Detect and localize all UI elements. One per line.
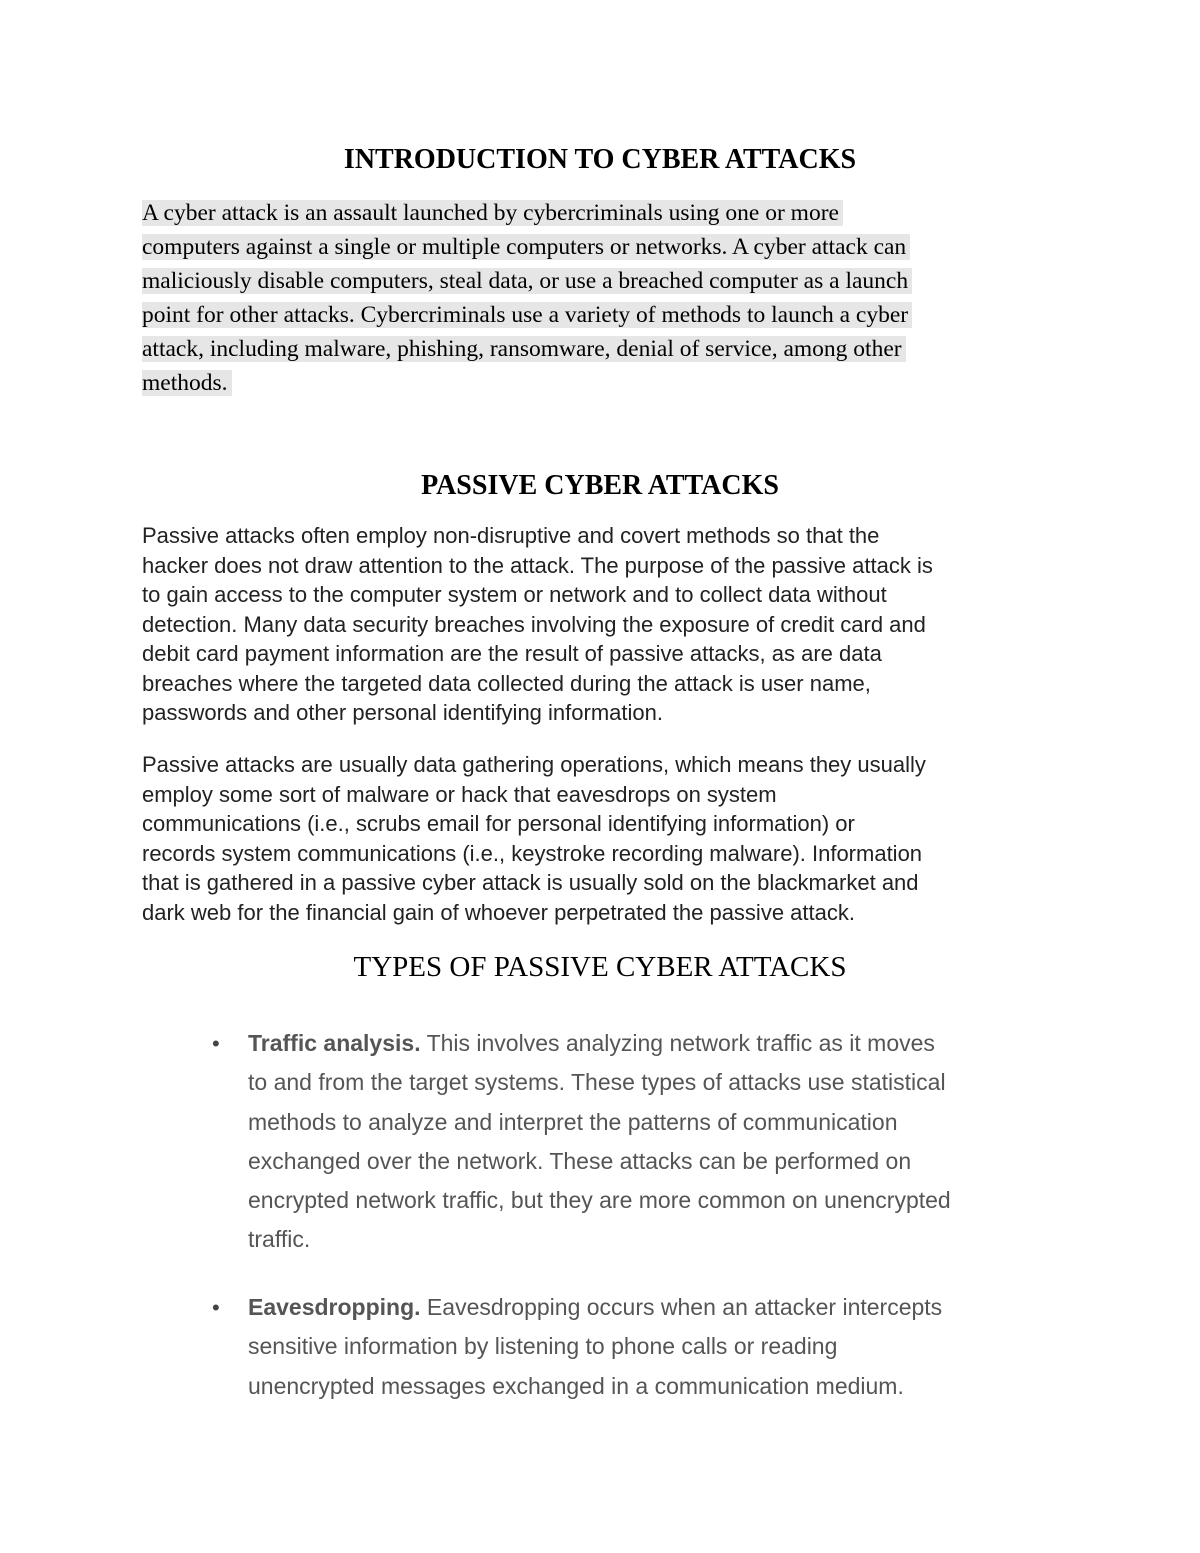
paragraph-line: breaches where the targeted data collected during the attack is user name, xyxy=(142,670,871,696)
intro-line: maliciously disable computers, steal data, or use a breached computer as a launch xyxy=(142,264,1072,298)
list-item-line: exchanged over the network. These attacks can be performed on xyxy=(248,1147,912,1174)
intro-line: attack, including malware, phishing, ransomware, denial of service, among other xyxy=(142,332,1072,366)
list-item-line: sensitive information by listening to phone calls or reading xyxy=(248,1333,838,1360)
paragraph-line: hacker does not draw attention to the attack. The purpose of the passive attack is xyxy=(142,552,933,578)
paragraph-line: records system communications (i.e., keystroke recording malware). Information xyxy=(142,840,923,866)
intro-line: methods. xyxy=(142,366,1072,400)
list-item-first-line: Traffic analysis. This involves analyzing network traffic as it moves xyxy=(248,1030,935,1056)
paragraph-line: that is gathered in a passive cyber attack is usually sold on the blackmarket and xyxy=(142,870,919,895)
types-heading: TYPES OF PASSIVE CYBER ATTACKS xyxy=(353,951,847,983)
paragraph-line: communications (i.e., scrubs email for personal identifying information) or xyxy=(142,811,855,836)
list-item-text xyxy=(248,1024,1068,1260)
passive-heading: PASSIVE CYBER ATTACKS xyxy=(421,470,779,501)
paragraph-line: to gain access to the computer system or network and to collect data without xyxy=(142,582,887,607)
bullet-icon: • xyxy=(212,1295,220,1320)
paragraph-line: Passive attacks are usually data gathering operations, which means they usually xyxy=(142,752,926,777)
passive-paragraph-2 xyxy=(142,750,1072,927)
intro-line: point for other attacks. Cybercriminals use a variety of methods to launch a cyber xyxy=(142,298,1072,332)
list-item-line: unencrypted messages exchanged in a communication medium. xyxy=(248,1372,904,1399)
bullet-icon: • xyxy=(212,1031,220,1056)
list-item-line: encrypted network traffic, but they are more common on unencrypted xyxy=(248,1187,951,1214)
intro-line: A cyber attack is an assault launched by cybercriminals using one or more xyxy=(142,196,1072,230)
passive-paragraph-1 xyxy=(142,521,1072,728)
paragraph-line: passwords and other personal identifying information. xyxy=(142,700,663,725)
list-item-term: Traffic analysis. xyxy=(248,1030,421,1056)
list-item-text xyxy=(248,1288,1068,1406)
intro-heading: INTRODUCTION TO CYBER ATTACKS xyxy=(343,144,857,175)
paragraph-line: dark web for the financial gain of whoever perpetrated the passive attack. xyxy=(142,899,855,925)
list-item-line: traffic. xyxy=(248,1226,311,1253)
list-item-term: Eavesdropping. xyxy=(248,1294,421,1320)
paragraph-line: detection. Many data security breaches involving the exposure of credit card and xyxy=(142,611,926,637)
paragraph-line: Passive attacks often employ non-disruptive and covert methods so that the xyxy=(142,523,880,548)
paragraph-line: employ some sort of malware or hack that eavesdrops on system xyxy=(142,781,777,807)
paragraph-line: debit card payment information are the result of passive attacks, as are data xyxy=(142,641,882,666)
list-item-line: to and from the target systems. These types of attacks use statistical xyxy=(248,1069,946,1096)
intro-paragraph xyxy=(142,196,1072,400)
list-item-line: methods to analyze and interpret the patterns of communication xyxy=(248,1108,898,1135)
intro-line: computers against a single or multiple computers or networks. A cyber attack can xyxy=(142,230,1072,264)
list-item-first-line: Eavesdropping. Eavesdropping occurs when an attacker intercepts xyxy=(248,1294,943,1320)
